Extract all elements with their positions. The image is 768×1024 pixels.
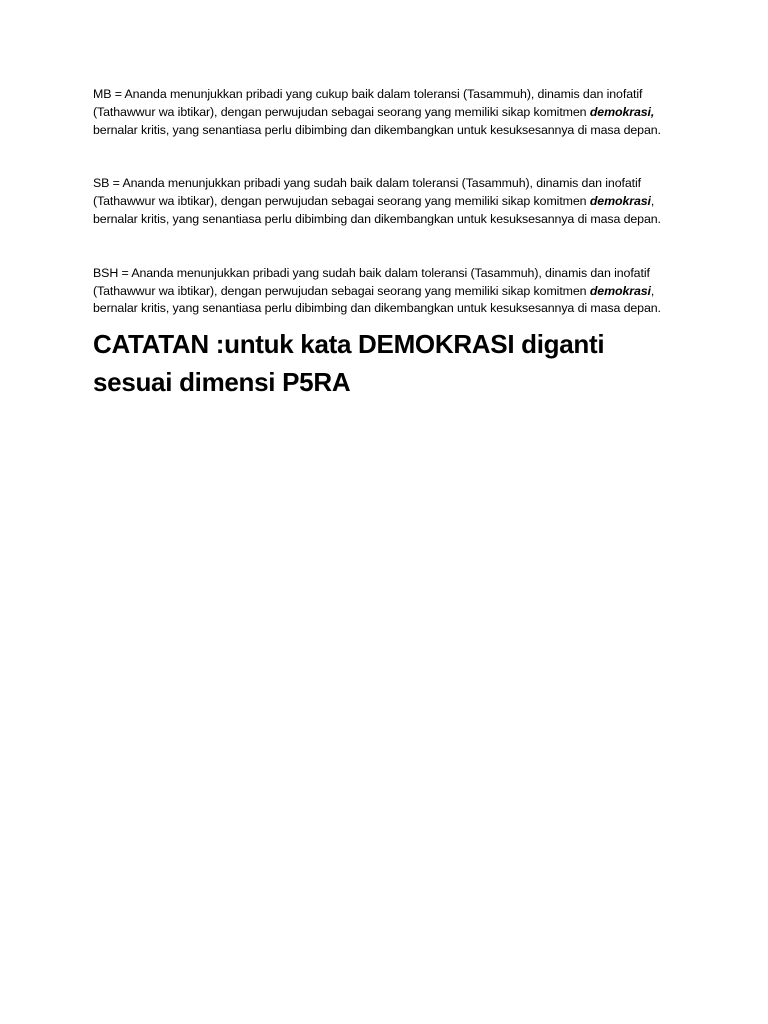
- paragraph-text: SB = Ananda menunjukkan pribadi yang sudah baik dalam toleransi (Tasammuh), dinamis dan inofatif (Tathawwur wa ibtikar), dengan perwujudan sebagai seorang yang memiliki sikap komitmen: [93, 176, 641, 209]
- paragraph-text: BSH = Ananda menunjukkan pribadi yang sudah baik dalam toleransi (Tasammuh), dinamis dan inofatif (Tathawwur wa ibtikar), dengan perwujudan sebagai seorang yang memiliki sikap komitmen: [93, 265, 650, 298]
- note-heading: CATATAN :untuk kata DEMOKRASI diganti sesuai dimensi P5RA: [93, 329, 605, 398]
- paragraph-text: , bernalar kritis, yang senantiasa perlu dibimbing dan dikembangkan untuk kesuksesannya di masa depan.: [93, 194, 661, 226]
- emphasis-word: demokrasi,: [589, 104, 655, 119]
- emphasis-word: demokrasi: [589, 194, 651, 209]
- paragraph-text: , bernalar kritis, yang senantiasa perlu dibimbing dan dikembangkan untuk kesuksesannya di masa depan.: [93, 283, 661, 316]
- paragraph-bsh: [93, 265, 683, 318]
- paragraph-text: MB = Ananda menunjukkan pribadi yang cukup baik dalam toleransi (Tasammuh), dinamis dan inofatif (Tathawwur wa ibtikar), dengan perwujudan sebagai seorang yang memiliki sikap komitmen: [93, 87, 643, 119]
- paragraph-text: bernalar kritis, yang senantiasa perlu dibimbing dan dikembangkan untuk kesuksesannya di masa depan.: [93, 122, 661, 137]
- paragraph-sb: [93, 175, 683, 228]
- paragraph-mb: [93, 86, 683, 139]
- document-body: [93, 86, 683, 401]
- emphasis-word: demokrasi: [589, 283, 651, 298]
